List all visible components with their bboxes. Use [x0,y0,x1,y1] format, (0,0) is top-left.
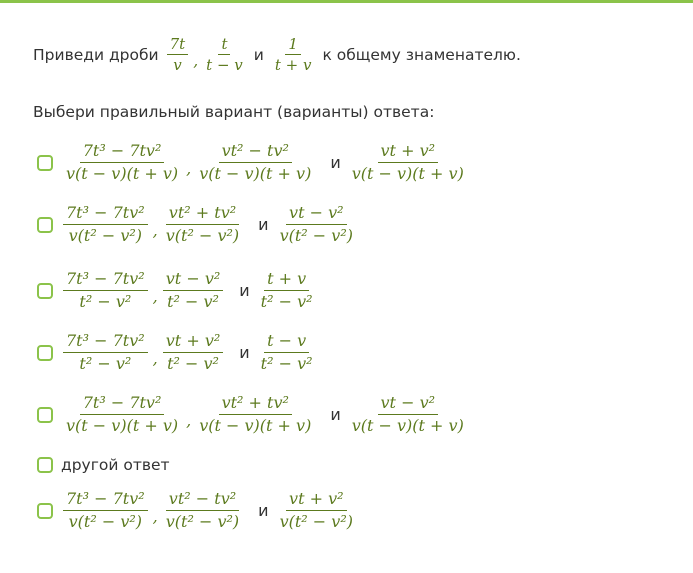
option-checkbox[interactable] [37,345,53,361]
fraction-1: $\frac{7t}{v}$ [167,34,189,75]
answer-option-7[interactable]: $\frac{\text{7t³ − 7tv²}}{\text{v(t² − v²)}}$ , $\frac{\text{vt² − tv²}}{\text{v(t² − v²)}}$ и $\frac{\text{vt + v²}}{\text{v(t² − v²)}}$ [37,488,358,533]
answer-instruction: Выбери правильный вариант (варианты) ответа: [33,103,435,121]
option-checkbox[interactable] [37,457,53,473]
option-checkbox[interactable] [37,217,53,233]
top-accent-bar [0,0,693,3]
option-checkbox[interactable] [37,407,53,423]
answer-option-6[interactable] [37,456,170,474]
answer-option-5[interactable]: $\frac{\text{7t³ − 7tv²}}{v(t - v)(t + v)}$ , $\frac{\text{vt² + tv²}}{v(t - v)(t + v)}$ и $\frac{\text{vt − v²}}{v(t - v)(t + v)}$ [37,392,469,437]
question-text: Приведи дроби $\frac{7t}{v}$ , $\frac{t}{t - v}$ и $\frac{1}{t + v}$ к общему знаменателю. [33,35,521,74]
answer-option-3[interactable]: $\frac{\text{7t³ − 7tv²}}{\text{t² − v²}}$ , $\frac{\text{vt − v²}}{\text{t² − v²}}$ и $\frac{t + v}{\text{t² − v²}}$ [37,268,318,313]
option-checkbox[interactable] [37,283,53,299]
answer-option-4[interactable]: $\frac{\text{7t³ − 7tv²}}{\text{t² − v²}}$ , $\frac{\text{vt + v²}}{\text{t² − v²}}$ и $\frac{t - v}{\text{t² − v²}}$ [37,330,318,375]
fraction-2: $\frac{t}{t - v}$ [206,35,243,74]
conjunction: и [253,45,264,64]
question-prefix: Приведи дроби [33,45,159,64]
other-answer-label: другой ответ [61,456,170,474]
question-suffix: к общему знаменателю. [322,45,521,64]
answer-option-1[interactable]: $\frac{\text{7t³ − 7tv²}}{v(t - v)(t + v)}$ , $\frac{\text{vt² − tv²}}{v(t - v)(t + v)}$ и $\frac{\text{vt + v²}}{v(t - v)(t + v)}$ [37,140,469,185]
option-checkbox[interactable] [37,503,53,519]
fraction-3: $\frac{1}{t + v}$ [274,35,312,74]
option-checkbox[interactable] [37,155,53,171]
answer-option-2[interactable]: $\frac{\text{7t³ − 7tv²}}{\text{v(t² − v²)}}$ , $\frac{\text{vt² + tv²}}{\text{v(t² − v²)}}$ и $\frac{\text{vt − v²}}{\text{v(t² − v²)}}$ [37,202,358,247]
